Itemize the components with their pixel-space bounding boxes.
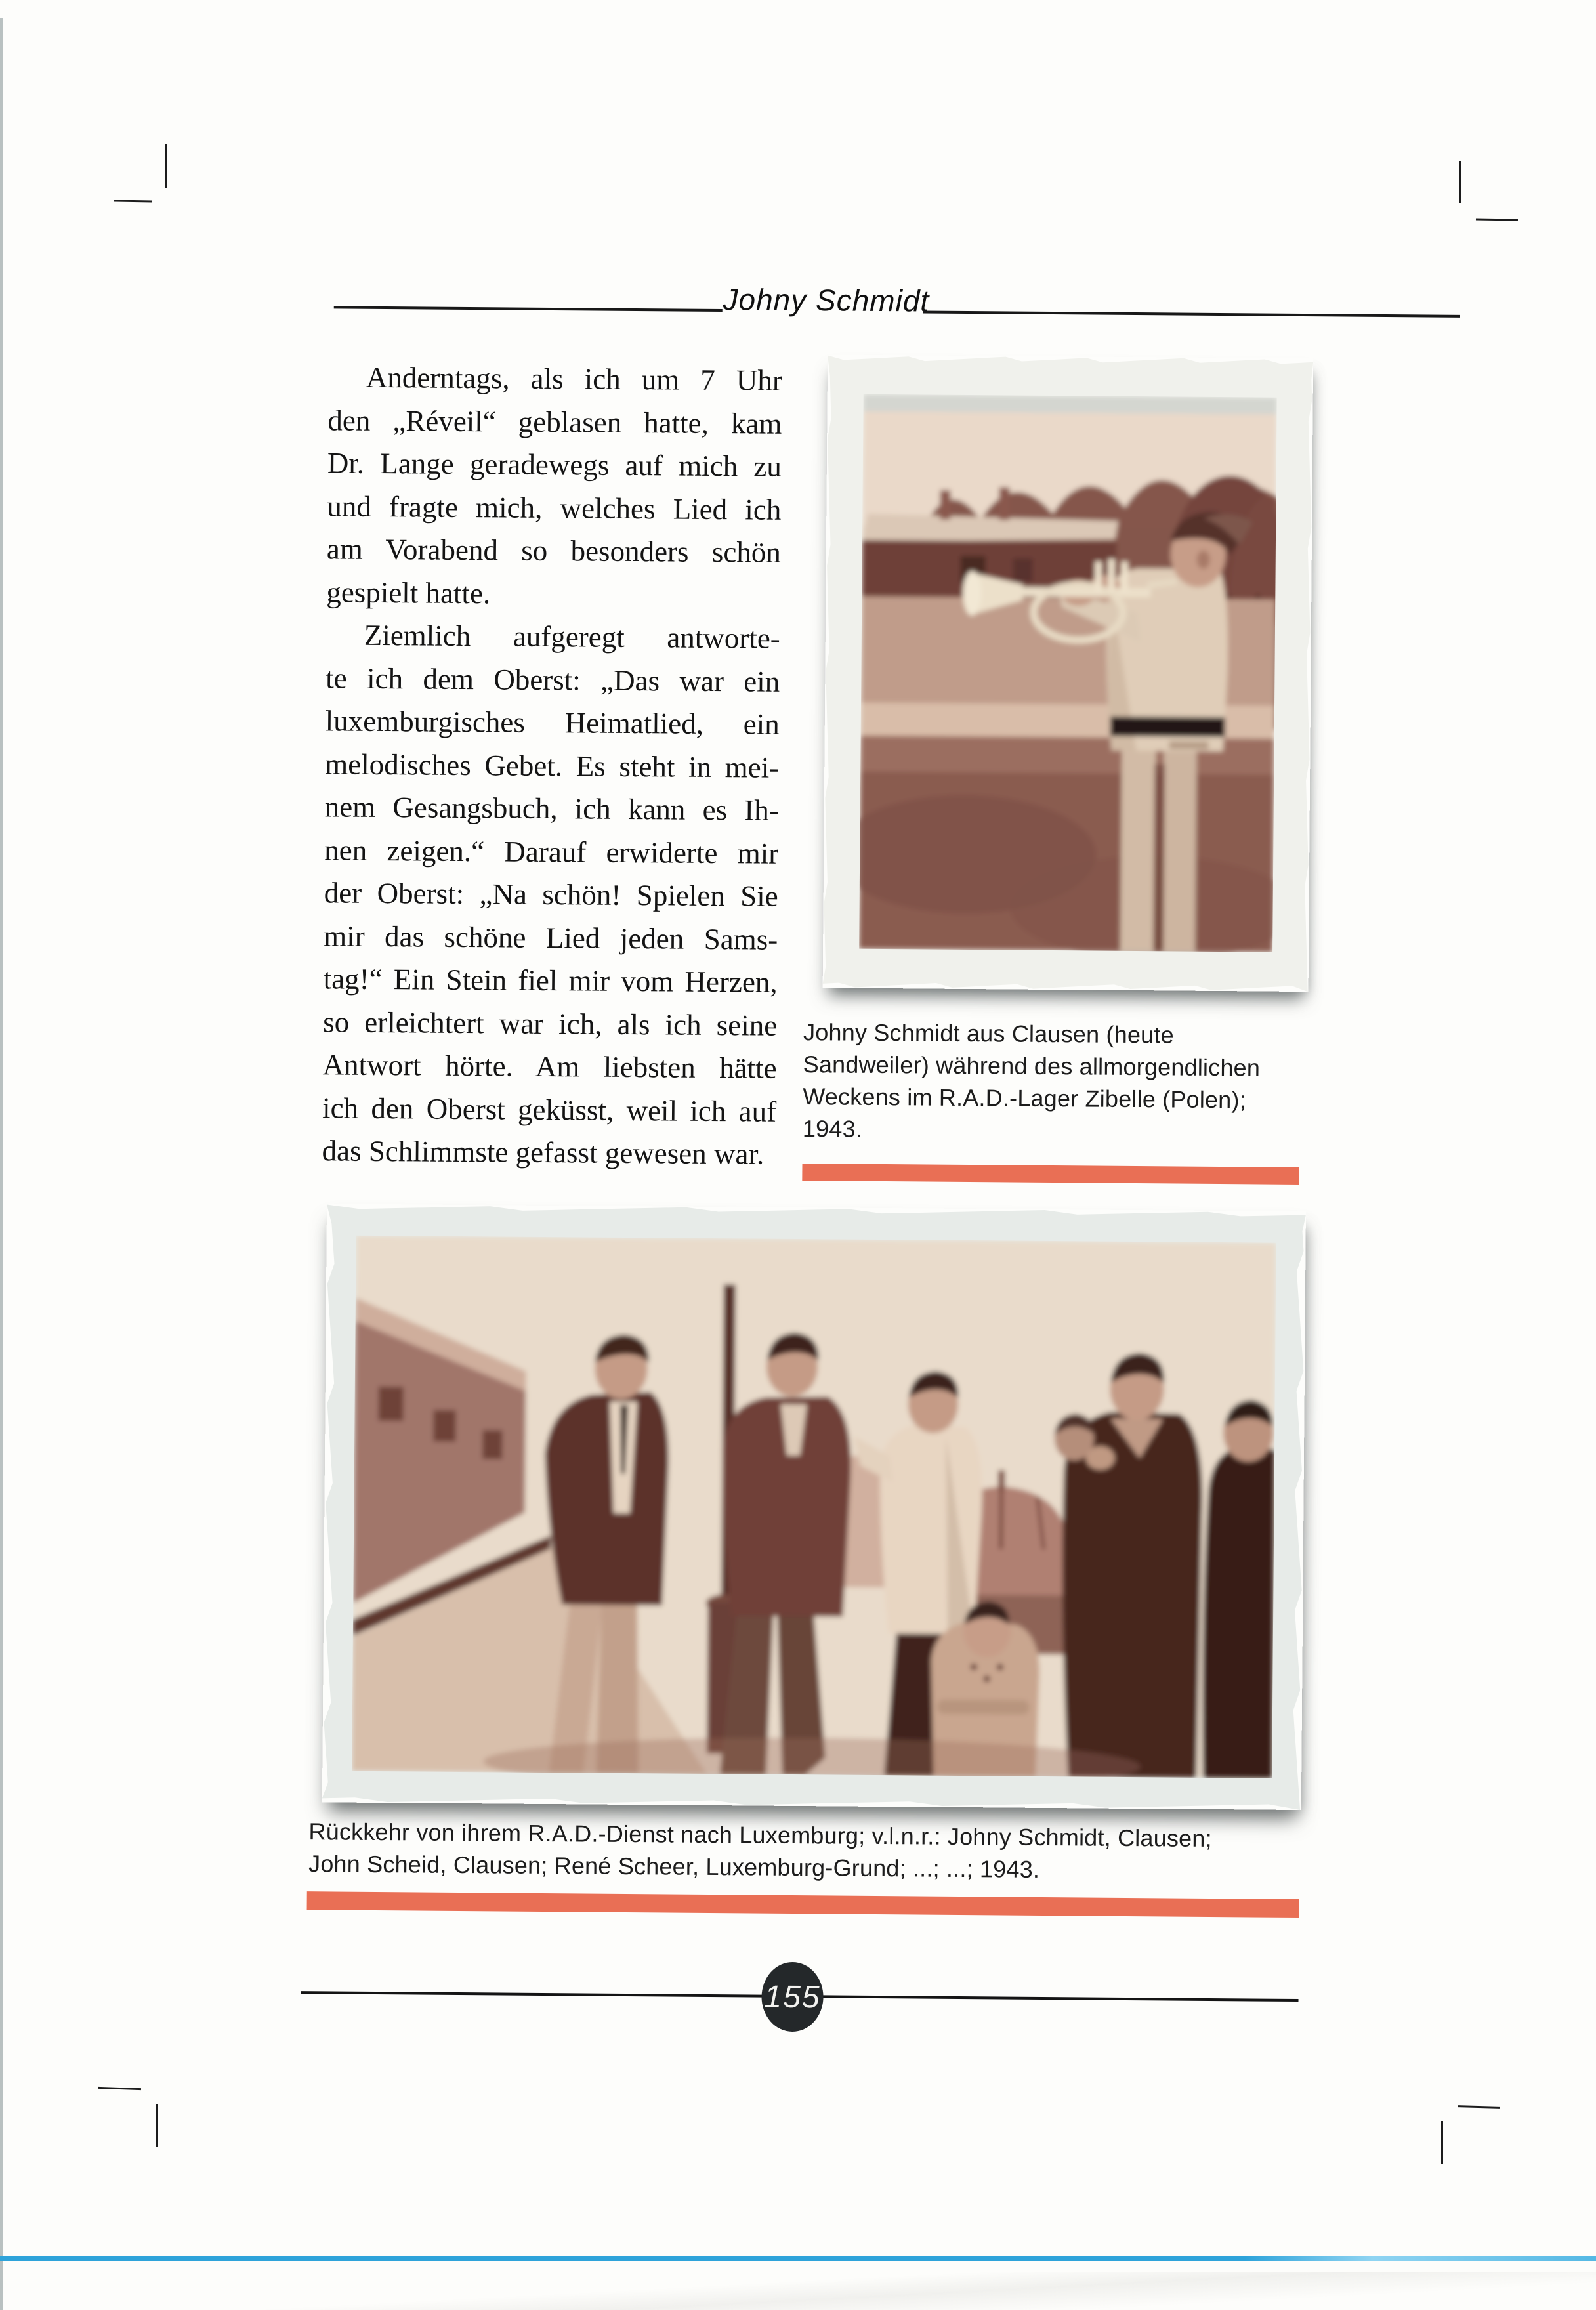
- text-line: Anderntags, als ich um 7 Uhr: [366, 360, 783, 397]
- bugle-photo: [823, 354, 1314, 992]
- text-line: Dr. Lange geradewegs auf mich zu: [327, 446, 782, 483]
- accent-bar-first: [802, 1164, 1299, 1185]
- paper-edge-left: [0, 18, 3, 2310]
- bugle-photo-image: [859, 394, 1277, 952]
- text-line: so erleichtert war ich, als ich seine: [322, 1005, 778, 1042]
- text-line: am Vorabend so besonders schön: [326, 532, 782, 569]
- text-line: Ziemlich aufgeregt antworte-: [364, 618, 780, 655]
- accent-bar-second: [307, 1891, 1299, 1918]
- bottom-edge-line: [0, 2256, 1596, 2261]
- group-photo: [322, 1204, 1306, 1810]
- group-photo-image: [352, 1236, 1276, 1778]
- text-line: gespielt hatte.: [326, 575, 491, 610]
- text-line: mir das schöne Lied jeden Sams-: [324, 919, 778, 956]
- page-number: 155: [764, 1979, 821, 2015]
- text-line: tag!“ Ein Stein fiel mir vom Herzen,: [323, 962, 778, 999]
- text-line: melodisches Gebet. Es steht in mei-: [325, 747, 780, 784]
- text-line: und fragte mich, welches Lied ich: [327, 489, 782, 526]
- text-line: nen zeigen.“ Darauf erwiderte mir: [324, 833, 779, 870]
- text-line: das Schlimmste gefasst gewesen war.: [322, 1134, 765, 1171]
- body-text: [322, 356, 782, 1176]
- caption-line: Johny Schmidt aus Clausen (heute: [803, 1018, 1174, 1049]
- header-rule-left: [334, 306, 723, 312]
- caption-line: Weckens im R.A.D.-Lager Zibelle (Polen);: [803, 1083, 1247, 1114]
- page-header-title: Johny Schmidt: [723, 282, 930, 318]
- bugle-photo-frame: [823, 354, 1314, 992]
- caption-line: Rückkehr von ihrem R.A.D.-Dienst nach Luxemburg; v.l.n.r.: Johny Schmidt, Clausen;: [308, 1818, 1212, 1852]
- text-line: der Oberst: „Na schön! Spielen Sie: [324, 876, 778, 913]
- text-line: den „Réveil“ geblasen hatte, kam: [327, 403, 782, 440]
- paper-shadow-bottom: [0, 2272, 1596, 2310]
- text-line: nem Gesangsbuch, ich kann es Ih-: [324, 790, 779, 827]
- caption-line: 1943.: [802, 1115, 863, 1143]
- caption-line: John Scheid, Clausen; René Scheer, Luxemburg-Grund; ...; ...; 1943.: [308, 1850, 1040, 1883]
- text-line: te ich dem Oberst: „Das war ein: [326, 661, 780, 698]
- group-photo-caption: [308, 1815, 1323, 1887]
- text-line: ich den Oberst geküsst, weil ich auf: [322, 1091, 777, 1128]
- text-line: luxemburgisches Heimatlied, ein: [325, 704, 780, 741]
- caption-line: Sandweiler) während des allmorgendlichen: [803, 1051, 1261, 1082]
- page-number-badge: [761, 1962, 824, 2032]
- bugle-photo-caption: [803, 1016, 1329, 1148]
- group-photo-frame: [322, 1204, 1306, 1810]
- text-line: Antwort hörte. Am liebsten hätte: [322, 1048, 777, 1085]
- header-rule-right: [923, 310, 1460, 317]
